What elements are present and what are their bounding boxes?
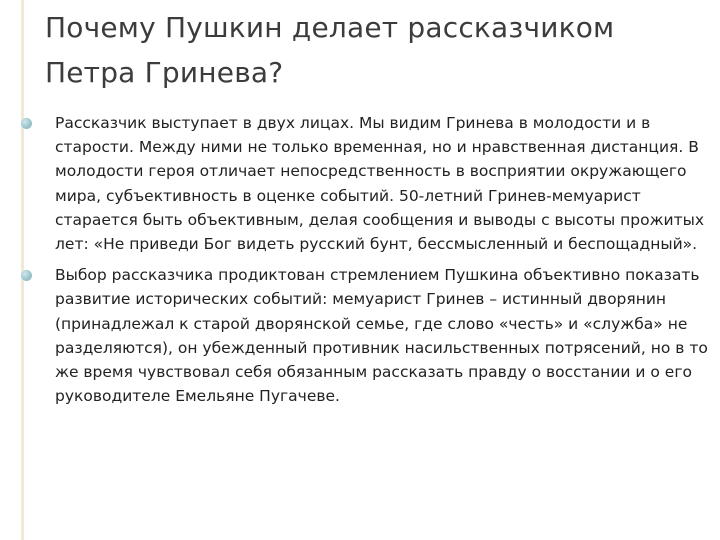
bullet-item-1: [20, 111, 715, 256]
round-bullet-icon: [21, 270, 32, 281]
bullet-list: [20, 111, 715, 415]
round-bullet-icon: [21, 118, 32, 129]
slide-title: Почему Пушкин делает рассказчиком Петра Гринева?: [45, 11, 615, 89]
bullet-text-1: Рассказчик выступает в двух лицах. Мы видим Гринева в молодости и в старости. Между ними не только временная, но и нравственная дистанция. В молодости героя отличает непосредственность в восприятии окружающего мира, субъективность в оценке событий. 50-летний Гринев-мемуарист старается быть объективным, делая сообщения и выводы с высоты прожитых лет: «Не приведи Бог видеть русский бунт, бессмысленный и беспощадный».: [55, 114, 705, 254]
bullet-item-2: [20, 263, 715, 408]
bullet-text-2: Выбор рассказчика продиктован стремлением Пушкина объективно показать развитие исторических событий: мемуарист Гринев – истинный дворянин (принадлежал к старой дворянской семье, где слово «честь» и «служба» не разделяются), он убежденный противник насильственных потрясений, но в то же время чувствовал себя обязанным рассказать правду о восстании и о его руководителе Емельяне Пугачеве.: [55, 266, 708, 406]
